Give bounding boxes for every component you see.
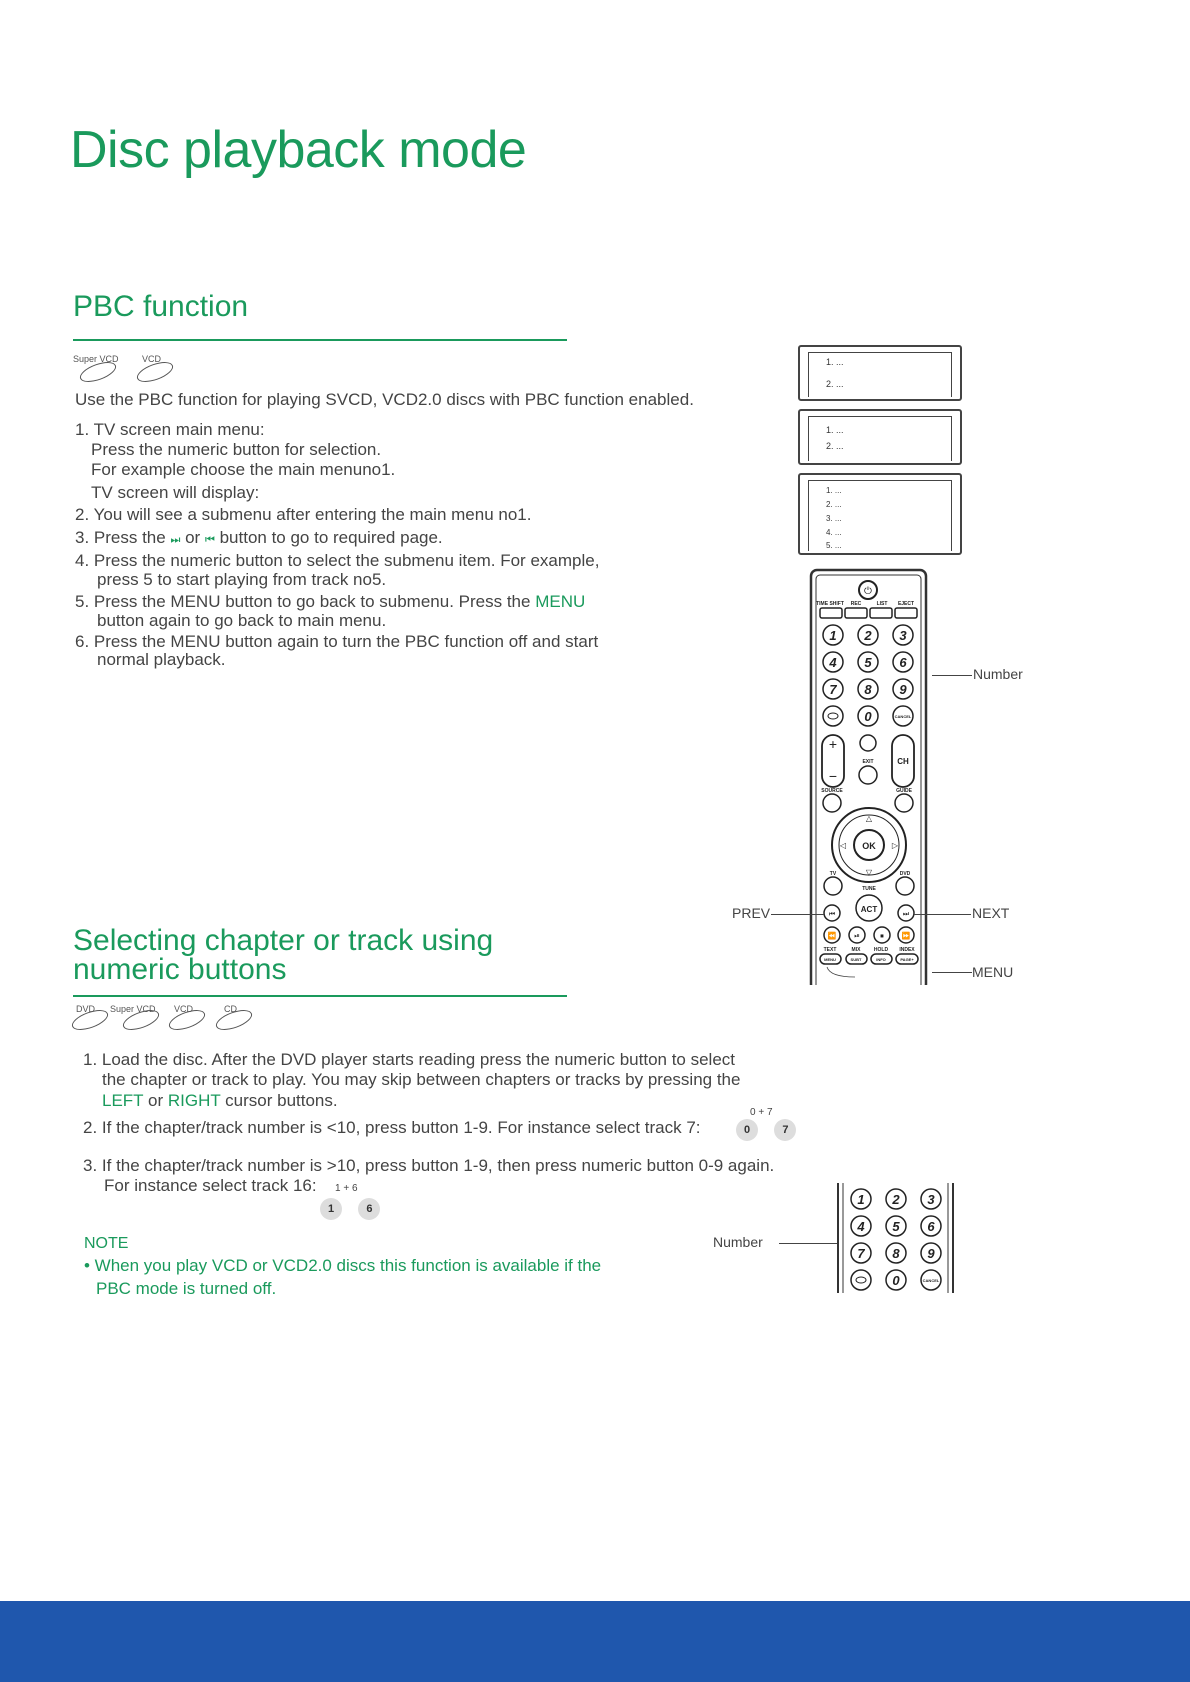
pbc-step-6: 6. Press the MENU button again to turn the PBC function off and start — [75, 632, 599, 651]
numeric-heading-line2: numeric buttons — [73, 953, 287, 986]
svg-text:▷: ▷ — [891, 841, 899, 850]
remote-control — [800, 565, 940, 985]
tv-line: 2. ... — [826, 379, 844, 389]
label-menu: MENU — [972, 964, 1014, 980]
left-keyword: LEFT — [102, 1091, 144, 1110]
note-text-b: PBC mode is turned off. — [96, 1279, 277, 1298]
keypad-key-4: 4 — [857, 1219, 865, 1234]
pbc-intro: Use the PBC function for playing SVCD, VCD2.0 discs with PBC function enabled. — [75, 390, 694, 409]
label-ch: CH — [897, 757, 909, 766]
pbc-step-5 — [75, 592, 585, 612]
key-0-icon: 0 — [736, 1119, 758, 1141]
or-text: or — [148, 1091, 164, 1110]
label-dvd: DVD — [899, 871, 911, 877]
key-5: 5 — [864, 655, 872, 670]
pbc-step-4: 4. Press the numeric button to select the submenu item. For example, — [75, 551, 600, 570]
svg-text:⏯: ⏯ — [854, 933, 860, 940]
label-number: Number — [973, 666, 1023, 682]
key-4: 4 — [829, 655, 837, 670]
numeric-heading — [73, 926, 493, 984]
tv-screen-3 — [798, 473, 962, 555]
tv-line: 2. ... — [826, 441, 844, 451]
label-prev: PREV — [732, 905, 771, 921]
key-9: 9 — [899, 682, 907, 697]
numeric-step-1c — [102, 1091, 338, 1111]
keypad-key-9: 9 — [927, 1246, 935, 1261]
tv-screen-2 — [798, 409, 962, 465]
numeric-step-1b: the chapter or track to play. You may skip between chapters or tracks by pressing the — [102, 1070, 741, 1089]
key-7: 7 — [829, 682, 837, 697]
key-8: 8 — [864, 682, 872, 697]
pbc-step-3-or: or — [185, 528, 201, 547]
numeric-step-2: 2. If the chapter/track number is <10, press button 1-9. For instance select track 7: — [83, 1118, 701, 1137]
label-tune: TUNE — [862, 886, 876, 892]
svg-text:⏻: ⏻ — [864, 586, 872, 597]
leader-next — [914, 914, 971, 915]
label-rec: REC — [850, 601, 862, 607]
tv-line: 3. ... — [826, 514, 842, 523]
numeric-step-3b: For instance select track 16: — [104, 1176, 317, 1195]
numeric-step-1: 1. Load the disc. After the DVD player starts reading press the numeric button to select — [83, 1050, 736, 1069]
svg-text:△: △ — [865, 814, 873, 823]
key-1: 1 — [829, 628, 837, 643]
tv-line: 2. ... — [826, 500, 842, 509]
combo-0-7: 0 + 7 — [750, 1107, 773, 1118]
label-eject: EJECT — [897, 601, 915, 607]
keypad-key-8: 8 — [892, 1246, 900, 1261]
pbc-step-2: 2. You will see a submenu after entering the main menu no1. — [75, 505, 532, 524]
label-exit: EXIT — [862, 759, 874, 765]
numeric-step-3: 3. If the chapter/track number is >10, press button 1-9, then press numeric button 0-9 again. — [83, 1156, 775, 1175]
tv-line: 5. ... — [826, 541, 842, 550]
badge-super-vcd: Super VCD — [110, 1004, 156, 1014]
tv-screen-1 — [798, 345, 962, 401]
label-guide: GUIDE — [896, 788, 912, 794]
leader-menu — [932, 972, 972, 973]
keypad-key-3: 3 — [927, 1192, 935, 1207]
pbc-step-3 — [75, 528, 443, 550]
pbc-step-5-text: 5. Press the MENU button to go back to submenu. Press the — [75, 592, 531, 611]
label-mix: MIX — [851, 947, 861, 953]
label-tv: TV — [829, 871, 837, 877]
key-3: 3 — [899, 628, 907, 643]
leader-number — [932, 675, 972, 676]
svg-text:▽: ▽ — [865, 868, 873, 877]
numeric-rule — [73, 995, 567, 997]
leader-prev — [771, 914, 824, 915]
keypad-key-6: 6 — [927, 1219, 935, 1234]
keypad-key-0: 0 — [892, 1273, 900, 1288]
pbc-step-6b: normal playback. — [97, 650, 226, 669]
key-6: 6 — [899, 655, 907, 670]
svg-text:⏮: ⏮ — [828, 911, 836, 918]
keypad-label-number: Number — [713, 1234, 763, 1250]
prev-track-icon: ⏮ — [204, 534, 215, 546]
key-7-icon: 7 — [774, 1119, 796, 1141]
key-1-icon: 1 — [320, 1198, 342, 1220]
tv-line: 1. ... — [826, 357, 844, 367]
key-6-icon: 6 — [358, 1198, 380, 1220]
pbc-step-4b: press 5 to start playing from track no5. — [97, 570, 387, 589]
keypad-key-cancel: CANCEL — [922, 1278, 940, 1283]
label-time-shift: TIME SHIFT — [816, 601, 844, 607]
svg-text:+: + — [828, 736, 838, 752]
numeric-heading-line1: Selecting chapter or track using — [73, 924, 494, 957]
tv-line: 1. ... — [826, 486, 842, 495]
pbc-step-1a: Press the numeric button for selection. — [91, 440, 382, 459]
svg-text:⏩: ⏩ — [901, 933, 911, 940]
badge-super-vcd: Super VCD — [73, 354, 119, 364]
note-text: • When you play VCD or VCD2.0 discs this function is available if the — [84, 1256, 602, 1275]
keypad-key-1: 1 — [857, 1192, 865, 1207]
subt-button: SUBT — [850, 957, 862, 962]
note-title: NOTE — [84, 1235, 129, 1252]
keypad-key-5: 5 — [892, 1219, 900, 1234]
combo-1-6: 1 + 6 — [335, 1183, 358, 1194]
label-next: NEXT — [972, 905, 1010, 921]
svg-text:⏪: ⏪ — [827, 933, 837, 940]
pbc-step-3-text-b: button to go to required page. — [219, 528, 443, 547]
right-keyword: RIGHT — [167, 1091, 221, 1110]
label-text: TEXT — [823, 947, 837, 953]
badge-dvd: DVD — [76, 1004, 96, 1014]
cursor-text: cursor buttons. — [225, 1091, 338, 1110]
badge-vcd: VCD — [142, 354, 162, 364]
label-list: LIST — [876, 601, 888, 607]
info-button: INFO — [876, 957, 886, 962]
label-act: ACT — [860, 905, 878, 914]
svg-text:⏭: ⏭ — [902, 911, 910, 918]
badge-vcd: VCD — [174, 1004, 194, 1014]
pbc-step-1c: TV screen will display: — [91, 483, 260, 502]
next-track-icon: ⏭ — [170, 534, 181, 546]
pbc-rule — [73, 339, 567, 341]
keypad-key-7: 7 — [857, 1246, 865, 1261]
pbc-step-1: 1. TV screen main menu: — [75, 420, 265, 439]
page-title: Disc playback mode — [70, 121, 527, 179]
pbc-step-1b: For example choose the main menuno1. — [91, 460, 396, 479]
pbc-step-3-text: 3. Press the — [75, 528, 166, 547]
pbc-step-5b: button again to go back to main menu. — [97, 611, 387, 630]
svg-text:◁: ◁ — [839, 841, 847, 850]
leader-keypad — [779, 1243, 839, 1244]
keypad-illustration — [835, 1183, 957, 1293]
svg-text:⏹: ⏹ — [880, 933, 884, 940]
step3-keys — [320, 1198, 380, 1220]
step2-keys — [736, 1119, 796, 1141]
tv-line: 4. ... — [826, 528, 842, 537]
key-2: 2 — [864, 628, 872, 643]
label-ok: OK — [862, 841, 876, 851]
label-index: INDEX — [899, 947, 915, 953]
badge-cd: CD — [224, 1004, 237, 1014]
keypad-key-2: 2 — [892, 1192, 900, 1207]
label-hold: HOLD — [873, 947, 889, 953]
pbc-heading: PBC function — [73, 290, 249, 323]
label-source: SOURCE — [821, 788, 843, 794]
menu-button: MENU — [824, 957, 836, 962]
svg-text:−: − — [828, 768, 838, 784]
tv-line: 1. ... — [826, 425, 844, 435]
page-plus-button: PAGE+ — [900, 957, 914, 962]
key-0: 0 — [864, 709, 872, 724]
key-cancel: CANCEL — [894, 714, 912, 719]
menu-keyword: MENU — [535, 592, 586, 611]
footer-bar — [0, 1601, 1190, 1682]
